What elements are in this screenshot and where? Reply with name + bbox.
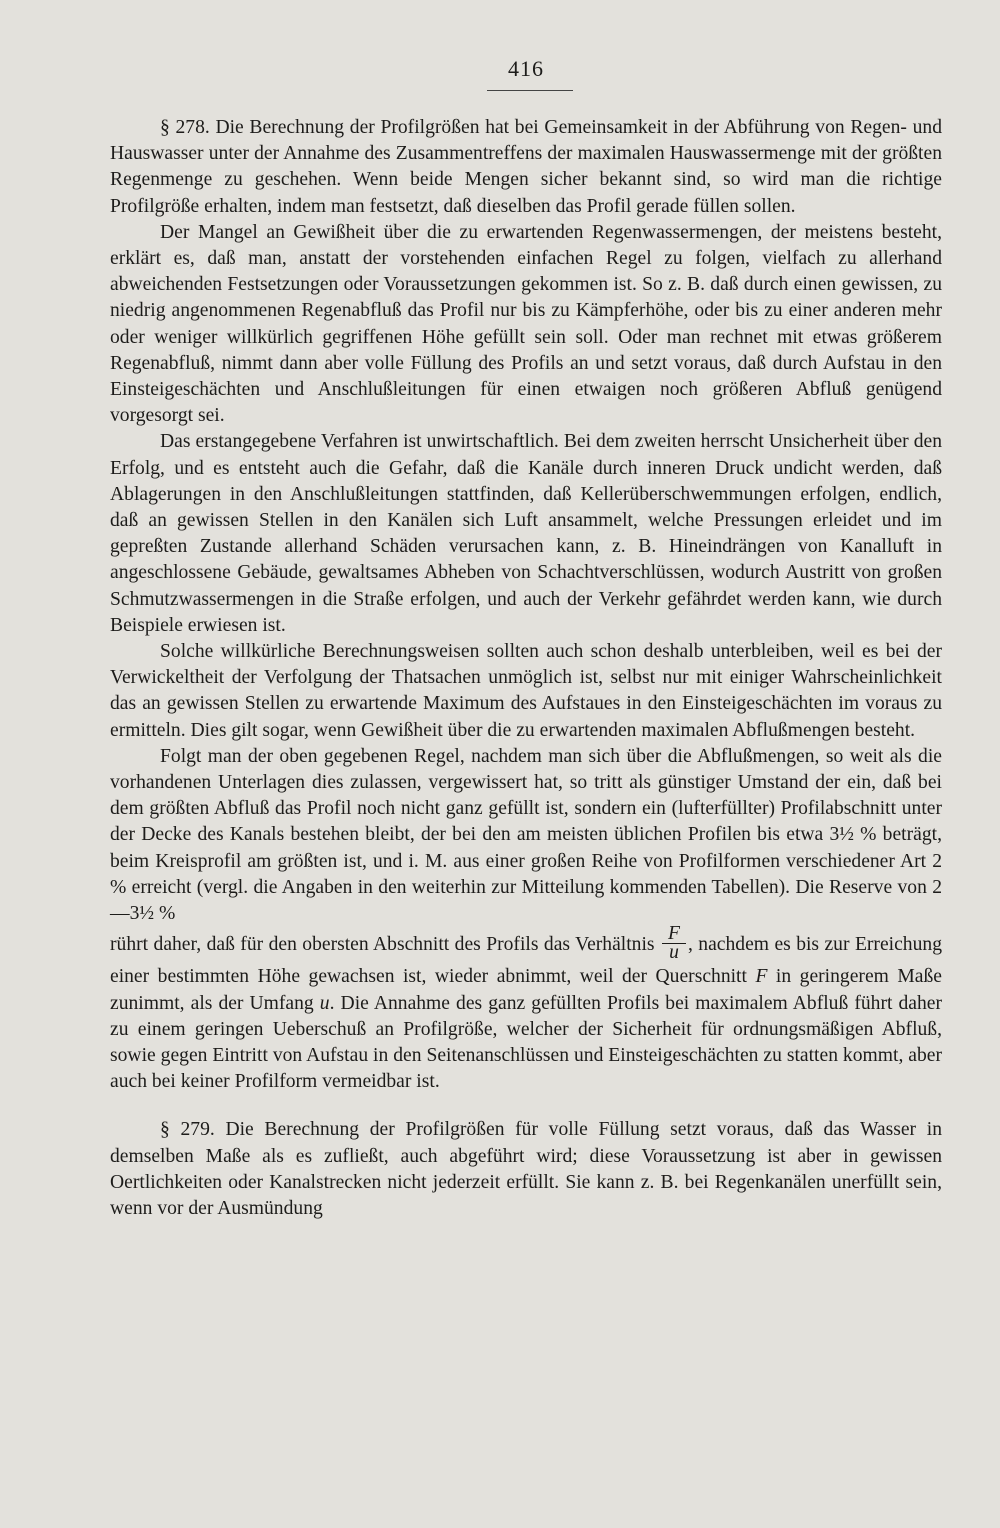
fraction-numerator: F [662,925,686,944]
header-rule [487,90,573,91]
paragraph-arbitrary: Solche willkürliche Berechnungsweisen sollten auch schon deshalb unterbleiben, weil es bei der Verwickeltheit der Verfolgung der Thatsachen unmöglich ist, selbst nur mit einiger Wahrscheinlichkeit das an gewissen Stellen zu erwartende Maximum des Aufstaues in den Einsteigeschächten im voraus zu ermitteln. Dies gilt sogar, wenn Gewißheit über die zu erwartenden maximalen Abflußmengen besteht. [110,641,942,741]
paragraph-methods: Das erstangegebene Verfahren ist unwirtschaftlich. Bei dem zweiten herrscht Unsicherheit über den Erfolg, und es entsteht auch die Gefahr, daß die Kanäle durch inneren Druck undicht werden, daß Ablagerungen in den Anschlußleitungen stattfinden, daß Kellerüberschwemmungen erfolgen, endlich, daß an gewissen Stellen in den Kanälen sich Luft ansammelt, welche Pressungen erleidet und im gepreßten Zustande allerhand Schäden verursachen kann, z. B. Hineindrängen von Kanalluft in angeschlossene Gebäude, gewaltsames Abheben von Schachtverschlüssen, wodurch Austritt von großen Schmutzwassermengen in die Straße erfolgen, und auch der Verkehr gefährdet werden kann, wie durch Beispiele erwiesen ist. [110,431,942,636]
ratio-fraction [662,925,686,962]
paragraph-rule: Folgt man der oben gegebenen Regel, nachdem man sich über die Abflußmengen, so weit als die vorhandenen Unterlagen dies zulassen, vergewissert hat, so tritt als günstiger Umstand der ein, daß bei dem größten Abfluß das Profil noch nicht ganz gefüllt ist, sondern ein (lufterfüllter) Profilabschnitt unter der Decke des Kanals bestehen bleibt, der bei den am meisten üblichen Profilen bis etwa 3½ % beträgt, beim Kreisprofil am größten ist, und i. M. aus einer großen Reihe von Profilformen verschiedener Art 2 % erreicht (vergl. die Angaben in den weiterhin zur Mitteilung kommenden Tabellen). Die Reserve von 2—3½ % [110,745,942,925]
section-break [110,1095,942,1117]
ratio-text-end: . Die Annahme des ganz gefüllten Profils bei maximalem Abfluß führt daher zu einem geringen Ueberschuß an Profilgröße, welcher der Sicherheit für ordnungsmäßigen Abfluß, sowie gegen Eintritt von Aufstau in den Seitenanschlüssen und Einsteigeschächten zu statten kommt, aber auch bei keiner Profilform vermeidbar ist. [110,992,942,1093]
variable-f: F [755,966,768,988]
paragraph-uncertainty: Der Mangel an Gewißheit über die zu erwartenden Regenwassermengen, der meistens besteht, erklärt es, daß man, anstatt der vorstehenden einfachen Regel zu folgen, vielfach zu allerhand abweichenden Festsetzungen oder Voraussetzungen gekommen ist. So z. B. daß durch einen gewissen, zu niedrig angenommenen Regenabfluß das Profil nur bis zu Kämpferhöhe, oder bis zu einer anderen mehr oder weniger willkürlich gegriffenen Höhe gefüllt sein soll. Oder man rechnet mit etwas größerem Regenabfluß, nimmt dann aber volle Füllung des Profils an und setzt voraus, daß durch Aufstau in den Einsteigeschächten und Anschlußleitungen für einen etwaigen noch größeren Abfluß genügend vorgesorgt sei. [110,221,942,427]
variable-u: u [319,992,330,1014]
ratio-text-after: , nachdem es bis zur Erreichung einer bestimmten Höhe gewachsen ist, wieder abnimmt, weil der Querschnitt [110,934,942,988]
ratio-text-before: rührt daher, daß für den obersten Abschnitt des Profils das Verhältnis [110,934,655,956]
paragraph-ratio [110,923,942,1095]
paragraph-278: § 278. Die Berechnung der Profilgrößen hat bei Gemeinsamkeit in der Abführung von Regen- und Hauswasser unter der Annahme des Zusammentreffens der maximalen Hauswassermenge mit der größten Regenmenge zu geschehen. Wenn beide Mengen sicher bekannt sind, so wird man die richtige Profilgröße erhalten, indem man festsetzt, daß dieselben das Profil gerade füllen sollen. [110,117,942,217]
paragraph-279: § 279. Die Berechnung der Profilgrößen für volle Füllung setzt voraus, daß das Wasser in demselben Maße als es zufließt, auch abgeführt wird; diese Voraussetzung ist aber in gewissen Oertlichkeiten oder Kanalstrecken nicht jederzeit erfüllt. Sie kann z. B. bei Regenkanälen unerfüllt sein, wenn vor der Ausmündung [110,1119,942,1219]
fraction-denominator: u [669,942,679,964]
page-number: 416 [508,56,544,81]
ratio-text-mid: in geringerem Maße zunimmt, als der Umfang [110,966,942,1014]
